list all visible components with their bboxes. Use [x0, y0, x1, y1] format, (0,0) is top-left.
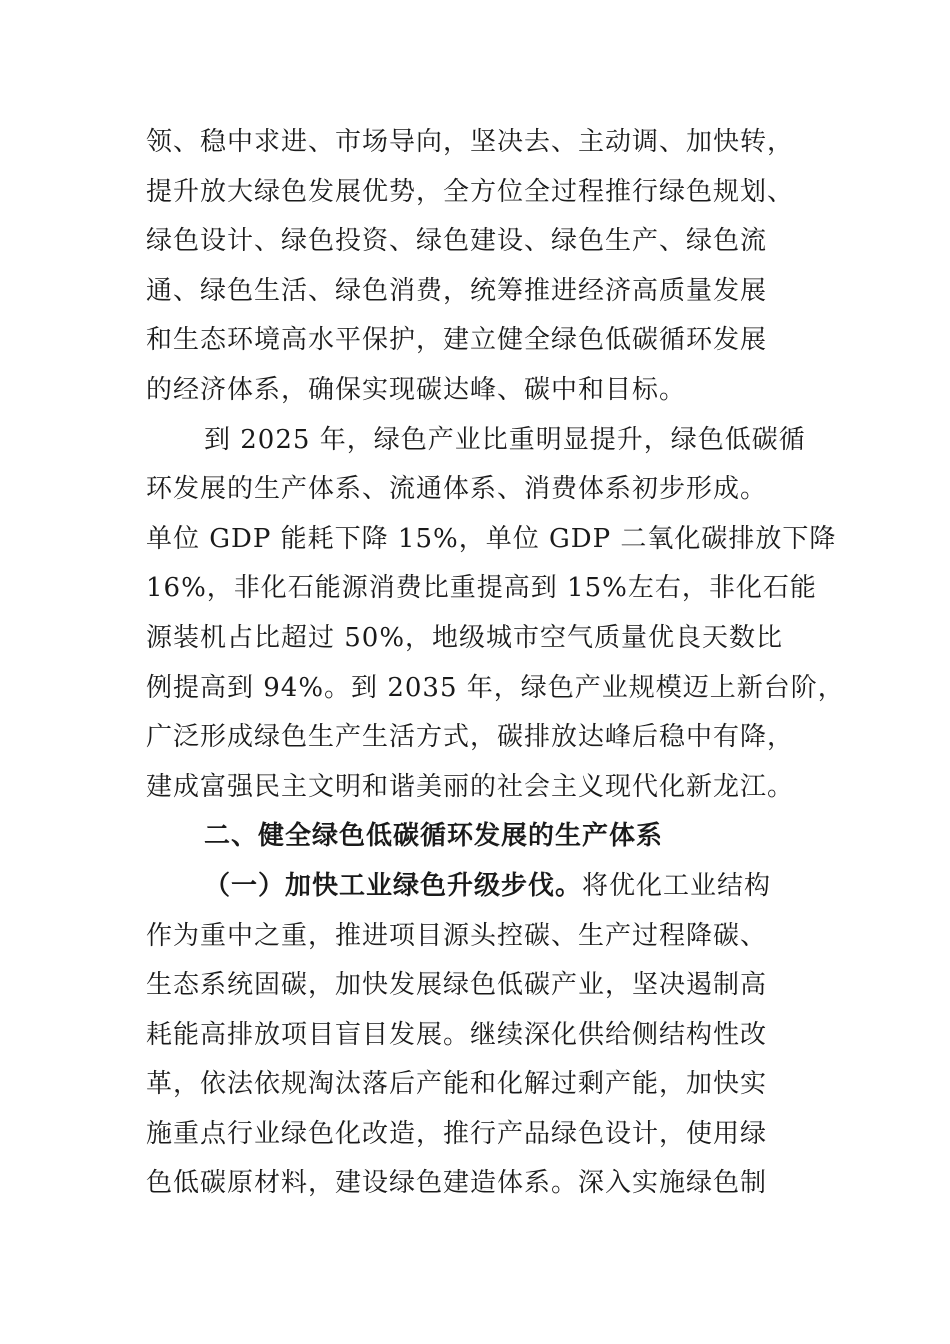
paragraph-2-line-1: 到 2025 年，绿色产业比重明显提升，绿色低碳循 [204, 424, 806, 455]
paragraph-3-line-7: 色低碳原材料，建设绿色建造体系。深入实施绿色制 [146, 1168, 768, 1199]
paragraph-3-line-6: 施重点行业绿色化改造，推行产品绿色设计，使用绿 [146, 1118, 768, 1149]
paragraph-1-line-5: 和生态环境高水平保护，建立健全绿色低碳循环发展 [146, 325, 768, 356]
paragraph-3-line-1-rest: 将优化工业结构 [582, 870, 772, 901]
paragraph-2-line-6: 例提高到 94%。到 2035 年，绿色产业规模迈上新台阶， [146, 672, 845, 703]
paragraph-2-line-3: 单位 GDP 能耗下降 15%，单位 GDP 二氧化碳排放下降 [146, 523, 837, 554]
paragraph-1-line-1: 领、稳中求进、市场导向，坚决去、主动调、加快转， [146, 127, 795, 157]
paragraph-2-line-2: 环发展的生产体系、流通体系、消费体系初步形成。 [146, 474, 768, 505]
paragraph-3-line-4: 耗能高排放项目盲目发展。继续深化供给侧结构性改 [146, 1019, 768, 1050]
section-heading: 二、健全绿色低碳循环发展的生产体系 [204, 821, 664, 852]
paragraph-2-line-7: 广泛形成绿色生产生活方式，碳排放达峰后稳中有降， [146, 722, 795, 753]
subsection-lead: （一）加快工业绿色升级步伐。 [204, 870, 583, 901]
paragraph-3-line-2: 作为重中之重，推进项目源头控碳、生产过程降碳、 [146, 920, 768, 951]
paragraph-3-line-3: 生态系统固碳，加快发展绿色低碳产业，坚决遏制高 [146, 970, 768, 1001]
paragraph-1-line-2: 提升放大绿色发展优势，全方位全过程推行绿色规划、 [146, 176, 795, 207]
paragraph-2-line-5: 源装机占比超过 50%，地级城市空气质量优良天数比 [146, 622, 784, 653]
document-body [146, 118, 845, 1209]
paragraph-1-line-6: 的经济体系，确保实现碳达峰、碳中和目标。 [146, 374, 687, 405]
paragraph-1-line-3: 绿色设计、绿色投资、绿色建设、绿色生产、绿色流 [146, 226, 768, 257]
paragraph-2-line-8: 建成富强民主文明和谐美丽的社会主义现代化新龙江。 [146, 771, 795, 802]
paragraph-3-line-1 [146, 862, 816, 912]
paragraph-1-line-4: 通、绿色生活、绿色消费，统筹推进经济高质量发展 [146, 275, 768, 306]
paragraph-3-line-5: 革，依法依规淘汰落后产能和化解过剩产能，加快实 [146, 1069, 768, 1100]
paragraph-2-line-4: 16%，非化石能源消费比重提高到 15%左右，非化石能 [146, 573, 817, 604]
